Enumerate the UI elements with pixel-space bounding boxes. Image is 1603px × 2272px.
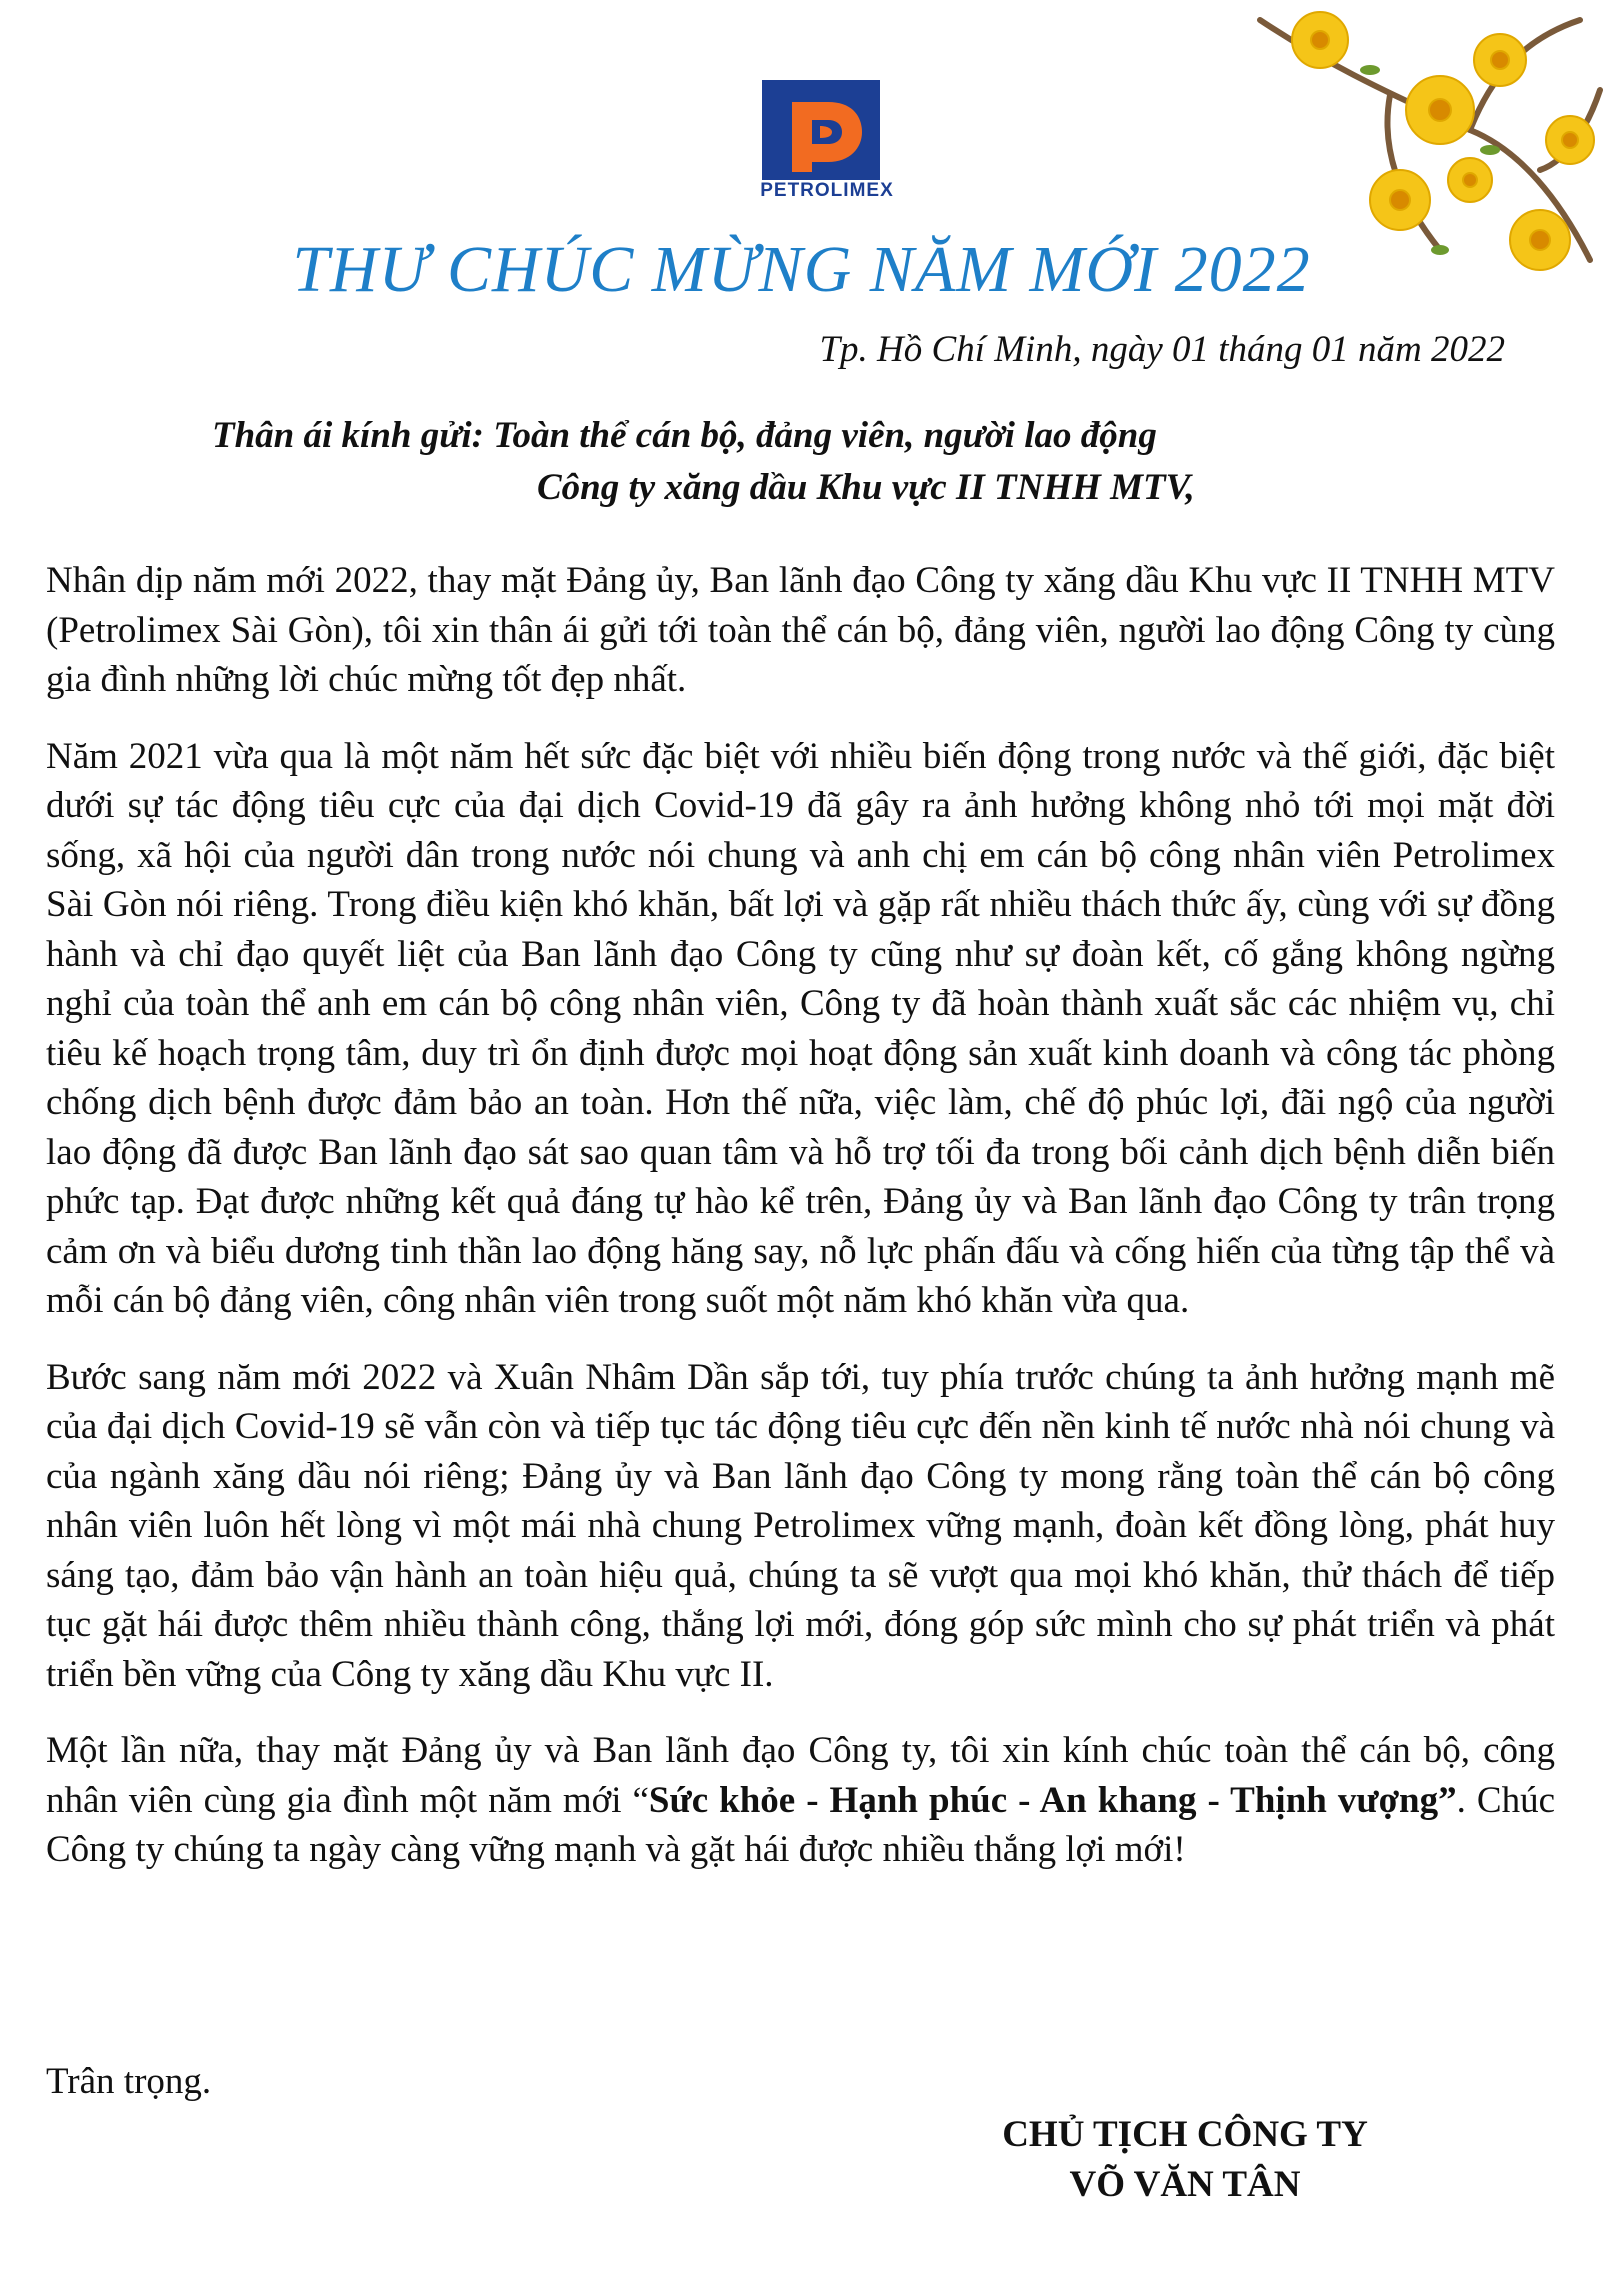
greeting (212, 410, 1195, 514)
greeting-line-2: Công ty xăng dầu Khu vực II TNHH MTV, (537, 467, 1195, 508)
signer-position: CHỦ TỊCH CÔNG TY (1002, 2114, 1368, 2155)
paragraph-3: Bước sang năm mới 2022 và Xuân Nhâm Dần sắp tới, tuy phía trước chúng ta ảnh hưởng mạnh mẽ của đại dịch Covid-19 sẽ vẫn còn và tiếp tục tác động tiêu cực đến nền kinh tế nước nhà nói chung và của ngành xăng dầu nói riêng; Đảng ủy và Ban lãnh đạo Công ty mong rằng toàn thể cán bộ công nhân viên luôn hết lòng vì một mái nhà chung Petrolimex vững mạnh, đoàn kết đồng lòng, phát huy sáng tạo, đảm bảo vận hành an toàn hiệu quả, chúng ta sẽ vượt qua mọi khó khăn, thử thách để tiếp tục gặt hái được thêm nhiều thành công, thắng lợi mới, đóng góp sức mình cho sự phát triển và phát triển bền vững của Công ty xăng dầu Khu vực II. (46, 1356, 1555, 1695)
paragraph-4-end: . Chúc Công ty chúng ta ngày càng vững mạnh và gặt hái được nhiều thắng lợi mới! (46, 1779, 1556, 1870)
letter-body (46, 556, 1555, 1902)
paragraph-4 (46, 1726, 1555, 1875)
signer-name: VÕ VĂN TÂN (1069, 2164, 1301, 2205)
paragraph-1: Nhân dịp năm mới 2022, thay mặt Đảng ủy, Ban lãnh đạo Công ty xăng dầu Khu vực II TNHH MTV (Petrolimex Sài Gòn), tôi xin thân ái gửi tới toàn thể cán bộ, đảng viên, người lao động Công ty cùng gia đình những lời chúc mừng tốt đẹp nhất. (46, 560, 1555, 700)
paragraph-4-start: Một lần nữa, thay mặt Đảng ủy và Ban lãnh đạo Công ty, tôi xin kính chúc toàn thể cán bộ, công nhân viên cùng gia đình một năm mới “ (46, 1730, 1555, 1821)
paragraph-2: Năm 2021 vừa qua là một năm hết sức đặc biệt với nhiều biến động trong nước và thế giới, đặc biệt dưới sự tác động tiêu cực của đại dịch Covid-19 đã gây ra ảnh hưởng không nhỏ tới mọi mặt đời sống, xã hội của người dân trong nước nói chung và anh chị em cán bộ công nhân viên Petrolimex Sài Gòn nói riêng. Trong điều kiện khó khăn, bất lợi và gặp rất nhiều thách thức ấy, cùng với sự đồng hành và chỉ đạo quyết liệt của Ban lãnh đạo Công ty cũng như sự đoàn kết, cố gắng không ngừng nghỉ của toàn thể anh em cán bộ công nhân viên, Công ty đã hoàn thành xuất sắc các nhiệm vụ, chỉ tiêu kế hoạch trọng tâm, duy trì ổn định được mọi hoạt động sản xuất kinh doanh và công tác phòng chống dịch bệnh được đảm bảo an toàn. Hơn thế nữa, việc làm, chế độ phúc lợi, đãi ngộ của người lao động đã được Ban lãnh đạo sát sao quan tâm và hỗ trợ tối đa trong bối cảnh dịch bệnh diễn biến phức tạp. Đạt được những kết quả đáng tự hào kể trên, Đảng ủy và Ban lãnh đạo Công ty trân trọng cảm ơn và biểu dương tinh thần lao động hăng say, nỗ lực phấn đấu và cống hiến của từng tập thể và mỗi cán bộ đảng viên, công nhân viên trong suốt một năm khó khăn vừa qua. (46, 735, 1555, 1321)
dateline: Tp. Hồ Chí Minh, ngày 01 tháng 01 năm 2022 (819, 329, 1505, 370)
closing: Trân trọng. (46, 2061, 212, 2102)
letter-title: THƯ CHÚC MỪNG NĂM MỚI 2022 (292, 233, 1311, 306)
paragraph-4-wish: Sức khỏe - Hạnh phúc - An khang - Thịnh vượng” (648, 1779, 1457, 1821)
signature-block (900, 2110, 1470, 2210)
logo-wordmark: PETROLIMEX (760, 180, 894, 201)
greeting-line-1: Thân ái kính gửi: Toàn thể cán bộ, đảng viên, người lao động (212, 415, 1157, 456)
